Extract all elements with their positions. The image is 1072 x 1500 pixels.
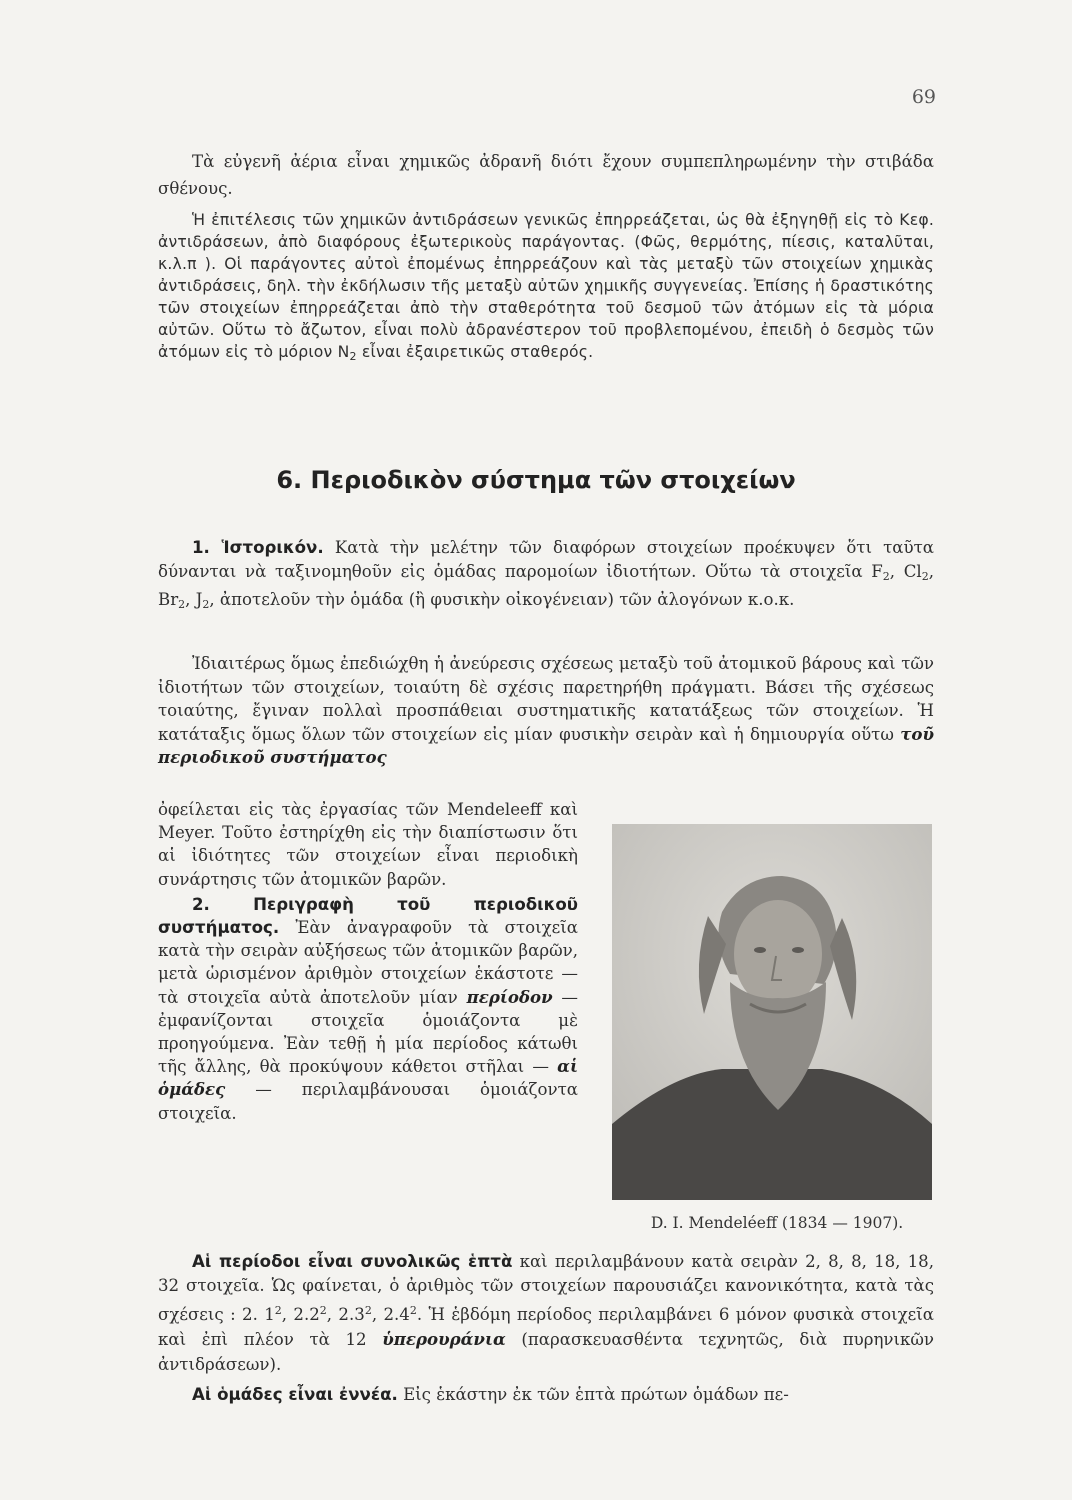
groups-heading: Αἱ ὁμάδες εἶναι ἐννέα. (192, 1385, 398, 1405)
intro-paragraph-2 (158, 209, 934, 368)
page-number: 69 (911, 86, 936, 108)
nitrogen-formula: $N_2$ (337, 343, 357, 363)
periods-paragraph: Αἱ περίοδοι εἶναι συνολικῶς ἑπτὰ καὶ περιλαμβάνουν κατὰ σειρὰν 2, 8, 8, 18, 18, 32 στοιχεῖα. Ὡς φαίνεται, ὁ ἀριθμὸς τῶν στοιχείων παρουσιάζει κανονικότητα, κατὰ τὰς σχέσεις : 2. $1^2$, $2.2^2$, $2.3^2$, $2.4^2$. Ἡ ἑβδόμη περίοδος περιλαμβάνει 6 μόνον φυσικὰ στοιχεῖα καὶ ἐπὶ πλέον τὰ 12 ὑπερουράνια (παρασκευασθέντα τεχνητῶς, διὰ πυρηνικῶν ἀντιδράσεων). (158, 1252, 935, 1374)
section-title: 6. Περιοδικὸν σύστημα τῶν στοιχείων (276, 466, 796, 494)
narrow-column (158, 798, 578, 1125)
groups-term: αἱ ὁμάδες (158, 1056, 578, 1100)
periodic-system-term: τοῦ περιοδικοῦ συστήματος (158, 723, 934, 768)
periods-block (158, 1250, 934, 1407)
history-paragraph-2-cont: ὀφείλεται εἰς τὰς ἐργασίας τῶν Mendeleeff καὶ Meyer. Τοῦτο ἐστηρίχθη εἰς τὴν διαπίστωσιν ὅτι αἱ ἰδιότητες τῶν στοιχείων εἶναι περιοδικὴ συνάρτησις τῶν ἀτομικῶν βαρῶν. (158, 800, 578, 889)
halogen-list: $F_2$, $Cl_2$, $Br_2$, $J_2$, (158, 561, 934, 611)
intro-paragraph-1: Τὰ εὐγενῆ ἀέρια εἶναι χημικῶς ἀδρανῆ διότι ἔχουν συμπεπληρωμένην τὴν στιβάδα σθένους. (158, 152, 934, 198)
periods-heading: Αἱ περίοδοι εἶναι συνολικῶς ἑπτὰ (192, 1252, 513, 1271)
portrait-caption: D. I. Mendeléeff (1834 — 1907). (650, 1214, 904, 1232)
history-paragraph-2: Ἰδιαιτέρως ὅμως ἐπεδιώχθη ἡ ἀνεύρεσις σχέσεως μεταξὺ τοῦ ἀτομικοῦ βάρους καὶ τῶν ἰδιοτήτων τῶν στοιχείων, τοιαύτη δὲ σχέσις παρετηρήθη πράγματι. Βάσει τῆς σχέσεως τοιαύτης, ἔγιναν πολλαὶ προσπάθειαι συστηματικῆς κατατάξεως τῶν στοιχείων. Ἡ κατάταξις ὅμως ὅλων τῶν στοιχείων εἰς μίαν φυσικὴν σειρὰν καὶ ἡ δημιουργία οὕτω τοῦ περιοδικοῦ συστήματος (158, 654, 934, 768)
transuranium-term: ὑπερουράνια (382, 1329, 506, 1350)
history-block (158, 536, 934, 617)
period-term: περίοδον (466, 986, 553, 1007)
groups-paragraph: Αἱ ὁμάδες εἶναι ἐννέα. Εἰς ἑκάστην ἐκ τῶν ἑπτὰ πρώτων ὁμάδων πε- (192, 1385, 789, 1405)
description-heading: 2. Περιγραφὴ τοῦ περιοδικοῦ συστήματος. (158, 894, 578, 938)
intro-block (158, 148, 934, 368)
mendeleeff-portrait (612, 824, 932, 1200)
intro-paragraph-2-end: εἶναι ἐξαιρετικῶς σταθερός. (361, 343, 594, 361)
intro-paragraph-2-text: Ἡ ἐπιτέλεσις τῶν χημικῶν ἀντιδράσεων γενικῶς ἐπηρρεάζεται, ὡς θὰ ἐξηγηθῇ εἰς τὸ Κεφ. ἀντιδράσεων, ἀπὸ διαφόρους ἐξωτερικοὺς παράγοντας. (Φῶς, θερμότης, πίεσις, καταλῦται, κ.λ.π ). Οἱ παράγοντες αὐτοὶ ἐπομένως ἐπηρρεάζουν καὶ τὰς μεταξὺ τῶν στοιχείων χημικὰς ἀντιδράσεις, δηλ. τὴν ἐκδήλωσιν τῆς μεταξὺ αὐτῶν χημικῆς συγγενείας. Ἐπίσης ἡ δραστικότης τῶν στοιχείων ἐπηρρεάζεται ἀπὸ τὴν σταθερότητα τοῦ δεσμοῦ τῶν ἀτόμων εἰς τὰ μόρια αὐτῶν. Οὕτω τὸ ἄζωτον, εἶναι πολὺ ἀδρανέστερον τοῦ προβλεπομένου, ἐπειδὴ ὁ δεσμὸς τῶν ἀτόμων εἰς τὸ μόριον (158, 211, 934, 361)
description-paragraph: 2. Περιγραφὴ τοῦ περιοδικοῦ συστήματος. Ἐὰν ἀναγραφοῦν τὰ στοιχεῖα κατὰ τὴν σειρὰν αὐξήσεως τῶν ἀτομικῶν βαρῶν, μετὰ ὡρισμένον ἀριθμὸν στοιχείων ἑκάστοτε — τὰ στοιχεῖα αὐτὰ ἀποτελοῦν μίαν περίοδον — ἐμφανίζονται στοιχεῖα ὁμοιάζοντα μὲ προηγούμενα. Ἐὰν τεθῇ ἡ μία περίοδος κάτωθι τῆς ἄλλης, θὰ προκύψουν κάθετοι στῆλαι — αἱ ὁμάδες — περιλαμβάνουσαι ὁμοιάζοντα στοιχεῖα. (158, 894, 579, 1123)
history-heading: 1. Ἱστορικόν. (192, 538, 324, 557)
history-paragraph-1: 1. Ἱστορικόν. Κατὰ τὴν μελέτην τῶν διαφόρων στοιχείων προέκυψεν ὅτι ταῦτα δύνανται νὰ ταξινομηθοῦν εἰς ὁμάδας παρομοίων ἰδιοτήτων. Οὕτω τὰ στοιχεῖα $F_2$, $Cl_2$, $Br_2$, $J_2$, ἀποτελοῦν τὴν ὁμάδα (ἢ φυσικὴν οἰκογένειαν) τῶν ἀλογόνων κ.ο.κ. (158, 538, 934, 611)
portrait-image (612, 824, 932, 1200)
history-block-2 (158, 652, 934, 770)
